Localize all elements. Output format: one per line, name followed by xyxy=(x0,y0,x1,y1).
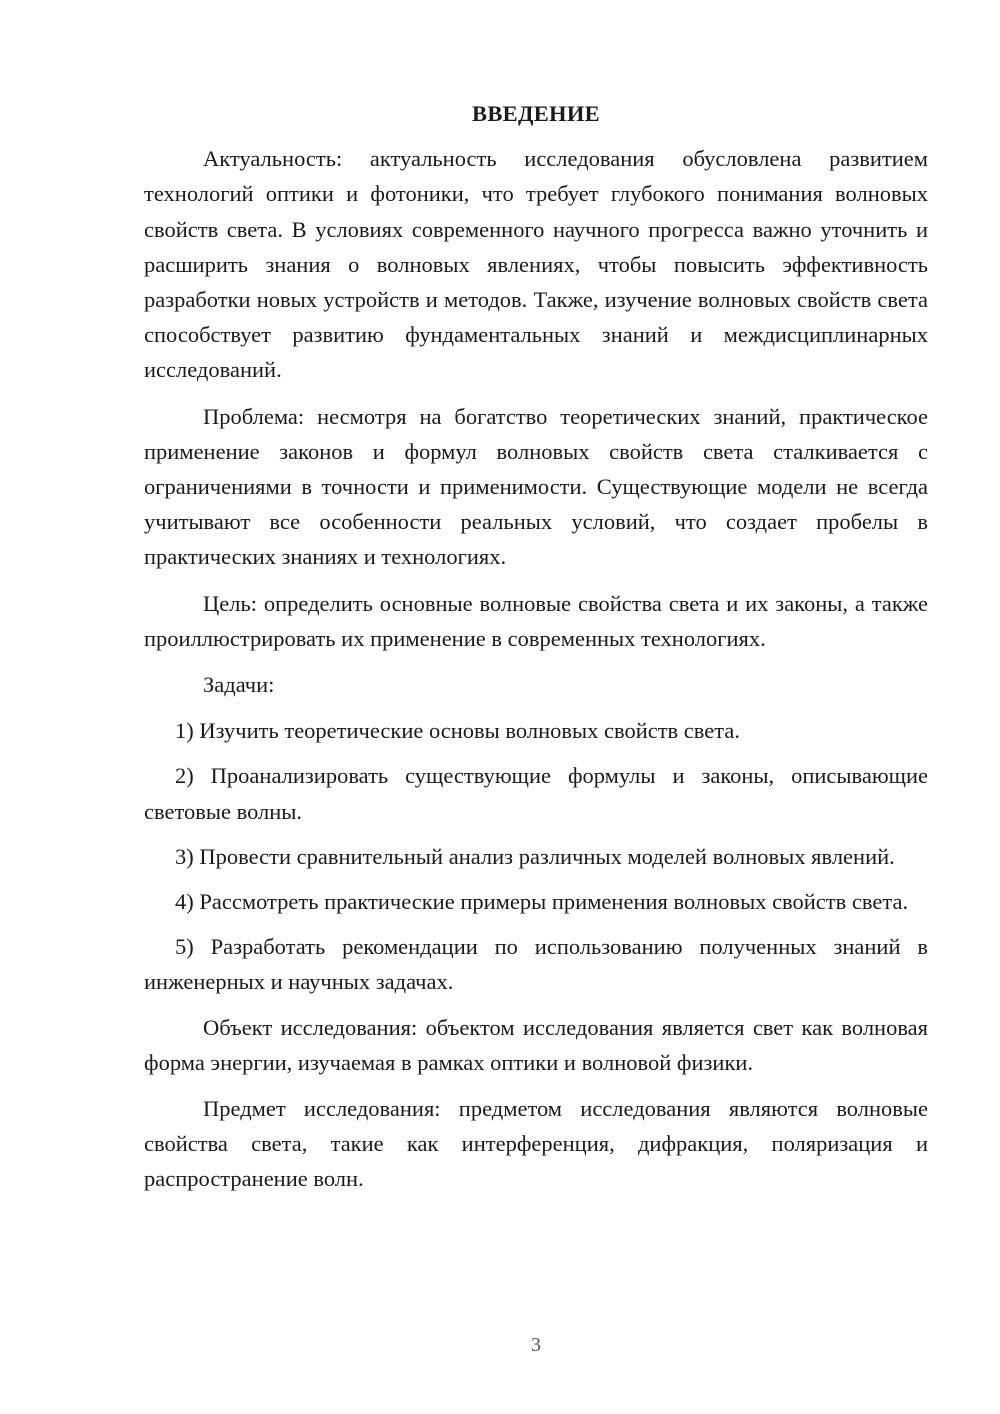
tasks-heading: Задачи: xyxy=(203,672,275,698)
section-title: ВВЕДЕНИЕ xyxy=(472,101,600,126)
paragraph-relevance: Актуальность: актуальность исследования обусловлена развитием технологий оптики и фотоники, что требует глубокого понимания волновых свойств света. В условиях современного научного прогресса важно уточнить и расширить знания о волновых явлениях, чтобы повысить эффективность разработки новых устройств и методов. Также, изучение волновых свойств света способствует развитию фундаментальных знаний и междисциплинарных исследований. xyxy=(144,146,928,383)
task-item: 5) Разработать рекомендации по использованию полученных знаний в инженерных и научных задачах. xyxy=(144,934,928,995)
paragraph-subject: Предмет исследования: предметом исследования являются волновые свойства света, такие как интерференция, дифракция, поляризация и распространение волн. xyxy=(144,1096,928,1192)
paragraph-goal: Цель: определить основные волновые свойства света и их законы, а также проиллюстрировать их применение в современных технологиях. xyxy=(144,590,928,651)
task-item: 2) Проанализировать существующие формулы и законы, описывающие световые волны. xyxy=(144,763,928,824)
document-body xyxy=(144,96,928,1208)
task-item: 3) Провести сравнительный анализ различных моделей волновых явлений. xyxy=(175,843,895,869)
task-item: 4) Рассмотреть практические примеры применения волновых свойств света. xyxy=(175,889,909,915)
paragraph-object: Объект исследования: объектом исследования является свет как волновая форма энергии, изучаемая в рамках оптики и волновой физики. xyxy=(144,1014,928,1075)
page-number: 3 xyxy=(531,1334,541,1356)
paragraph-problem: Проблема: несмотря на богатство теоретических знаний, практическое применение законов и формул волновых свойств света сталкивается с ограничениями в точности и применимости. Существующие модели не всегда учитывают все особенности реальных условий, что создает пробелы в практических знаниях и технологиях. xyxy=(144,403,928,570)
task-item: 1) Изучить теоретические основы волновых свойств света. xyxy=(175,718,740,744)
